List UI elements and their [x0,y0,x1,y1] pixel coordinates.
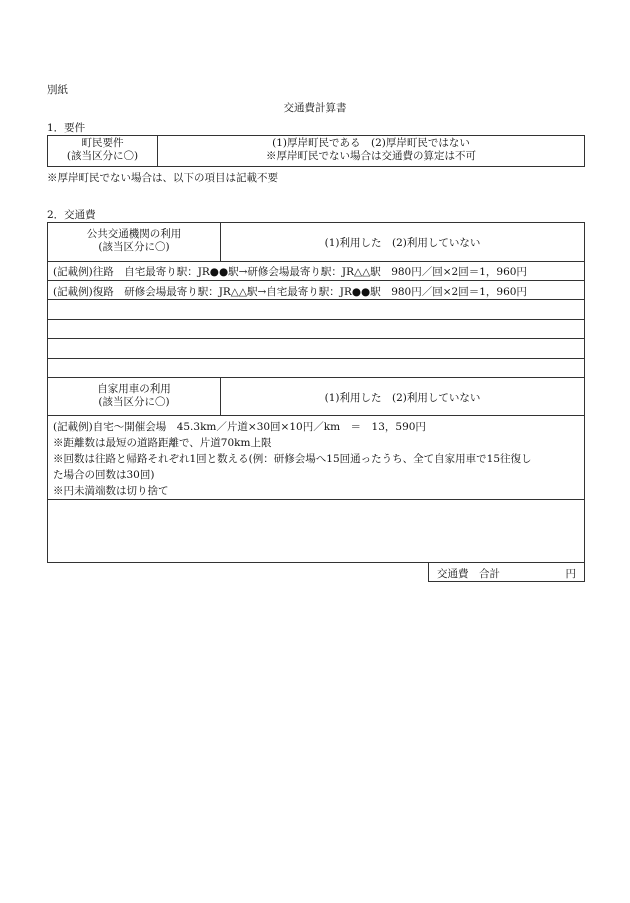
blank-entry-row[interactable] [48,338,584,339]
attachment-label: 別紙 [47,84,68,96]
row-divider [48,415,584,416]
row-divider [48,280,584,281]
car-distance-note: ※距離数は最短の道路距離で、片道70km上限 [53,437,272,449]
transport-cost-table [47,222,585,563]
resident-options[interactable]: (1)厚岸町民である (2)厚岸町民ではない [272,137,470,149]
resident-note: ※厚岸町民でない場合は交通費の算定は不可 [266,150,476,162]
blank-entry-row[interactable] [48,377,584,378]
resident-note-below: ※厚岸町民でない場合は、以下の項目は記載不要 [47,172,278,184]
car-label: 自家用車の利用 [97,383,171,395]
total-box [428,562,585,582]
car-label-cell [48,383,220,409]
blank-entry-row[interactable] [48,319,584,320]
resident-options-cell [158,137,584,163]
car-entry-area[interactable] [48,500,584,562]
resident-label-cell [48,137,157,163]
public-transport-label-cell [48,228,220,254]
total-amount-field[interactable] [515,565,567,580]
car-rounding-note: ※円未満端数は切り捨て [53,485,169,497]
blank-entry-row[interactable] [48,358,584,359]
public-transport-label: 公共交通機関の利用 [86,228,182,240]
resident-requirement-table [47,135,585,167]
car-trip-count-note-cont: た場合の回数は30回) [53,469,155,481]
public-example-outbound: (記載例)往路 自宅最寄り駅：JR●●駅→研修会場最寄り駅：JR△△駅 980円／回×2回＝1，960円 [53,266,527,278]
section1-heading: 1．要件 [47,122,86,134]
public-transport-hint: (該当区分に〇) [98,241,170,253]
car-trip-count-note: ※回数は往路と帰路それぞれ1回と数える(例：研修会場へ15回通ったうち、全て自家用車で15往復し [53,453,532,465]
resident-label: 町民要件 [81,137,124,149]
document-title: 交通費計算書 [283,102,347,114]
public-transport-options[interactable]: (1)利用した (2)利用していない [324,237,481,249]
total-label: 交通費 合計 [437,568,500,580]
row-divider [48,299,584,300]
car-options[interactable]: (1)利用した (2)利用していない [324,392,481,404]
section2-heading: 2．交通費 [47,209,96,221]
row-divider [48,261,584,262]
resident-label-hint: (該当区分に〇) [66,150,139,162]
car-example-calculation: (記載例)自宅～開催会場 45.3km／片道×30回×10円／km ＝ 13，590円 [53,421,426,433]
total-unit: 円 [565,568,576,580]
public-example-return: (記載例)復路 研修会場最寄り駅：JR△△駅→自宅最寄り駅：JR●●駅 980円／回×2回＝1，960円 [53,286,527,298]
car-label-hint: (該当区分に〇) [98,396,170,408]
car-example-block [53,419,581,499]
